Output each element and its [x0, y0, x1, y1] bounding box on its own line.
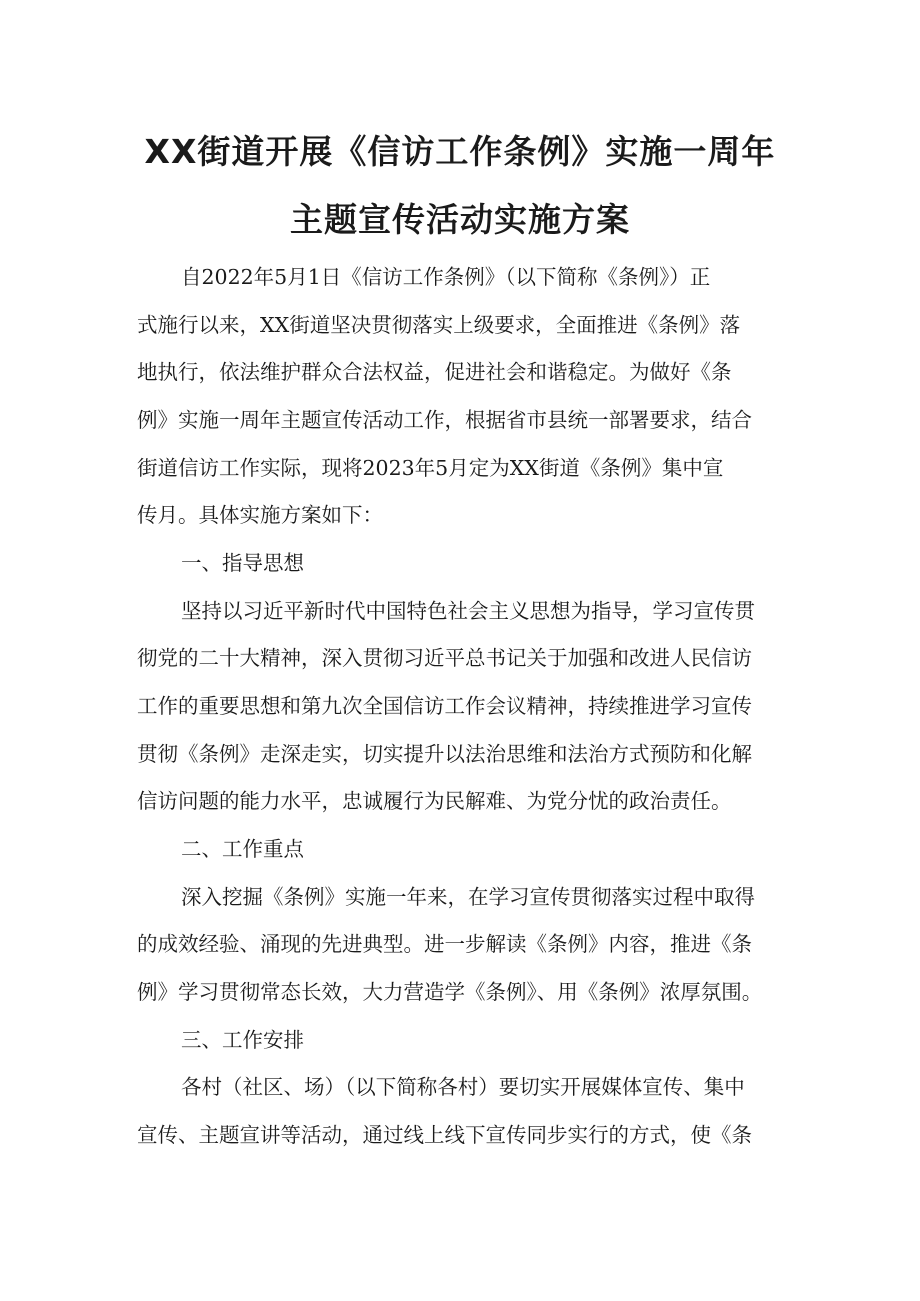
body-line: 传月。具体实施方案如下：: [137, 503, 383, 527]
body-line: 的成效经验、涌现的先进典型。进一步解读《条例》内容，推进《条: [137, 932, 752, 956]
body-line: 例》学习贯彻常态长效，大力营造学《条例》、用《条例》浓厚氛围。: [137, 980, 763, 1004]
body-line: 地执行，依法维护群众合法权益，促进社会和谐稳定。为做好《条: [137, 360, 732, 384]
body-line: 工作的重要思想和第九次全国信访工作会议精神，持续推进学习宣传: [137, 694, 752, 718]
body-line: 式施行以来，XX街道坚决贯彻落实上级要求，全面推进《条例》落: [137, 313, 741, 337]
body-line: 贯彻《条例》走深走实，切实提升以法治思维和法治方式预防和化解: [137, 742, 752, 766]
body-line: 深入挖掘《条例》实施一年来，在学习宣传贯彻落实过程中取得: [181, 885, 755, 909]
section-heading-work-focus: 二、工作重点: [181, 837, 304, 861]
body-line: 街道信访工作实际，现将2023年5月定为XX街道《条例》集中宣: [137, 456, 724, 480]
document-title-line-2: 主题宣传活动实施方案: [290, 200, 630, 239]
body-line: 彻党的二十大精神，深入贯彻习近平总书记关于加强和改进人民信访: [137, 646, 752, 670]
section-heading-work-arrangement: 三、工作安排: [181, 1028, 304, 1052]
body-line: 信访问题的能力水平，忠诚履行为民解难、为党分忧的政治责任。: [137, 789, 732, 813]
body-line: 自2022年5月1日《信访工作条例》（以下简称《条例》）正: [181, 265, 711, 289]
body-line: 各村（社区、场）（以下简称各村）要切实开展媒体宣传、集中: [181, 1075, 745, 1099]
body-line: 宣传、主题宣讲等活动，通过线上线下宣传同步实行的方式，使《条: [137, 1123, 752, 1147]
document-title-line-1: XX街道开展《信访工作条例》实施一周年: [144, 132, 776, 171]
section-heading-guiding-ideology: 一、指导思想: [181, 551, 304, 575]
body-line: 坚持以习近平新时代中国特色社会主义思想为指导，学习宣传贯: [181, 599, 755, 623]
body-line: 例》实施一周年主题宣传活动工作，根据省市县统一部署要求，结合: [137, 408, 752, 432]
